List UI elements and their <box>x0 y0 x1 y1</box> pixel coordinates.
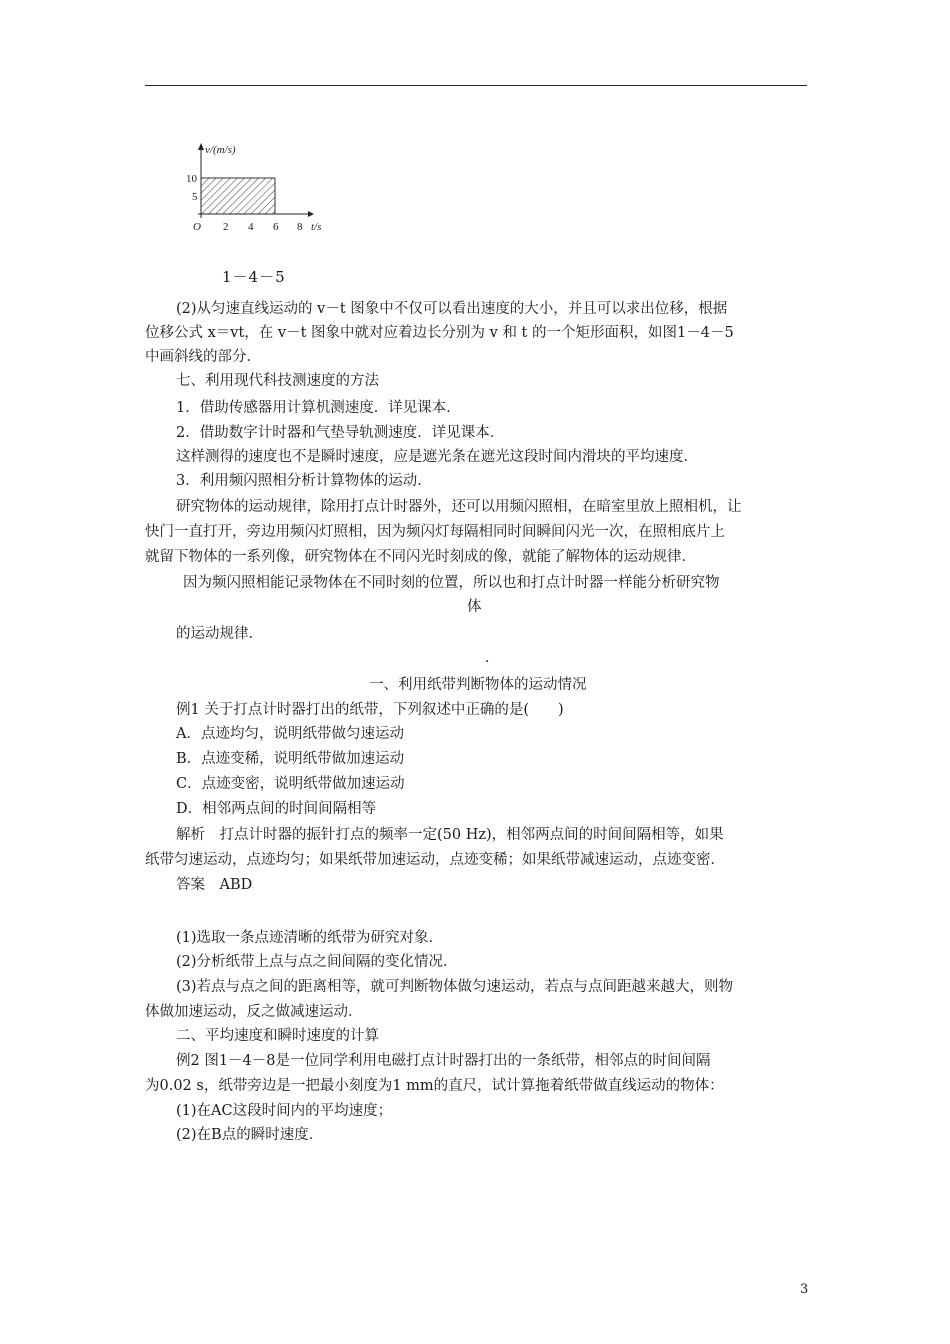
paragraph-line: 体 <box>467 599 482 615</box>
sub-question: (2)在B点的瞬时速度． <box>176 1127 324 1143</box>
x-tick-2: 2 <box>223 221 229 233</box>
step-item: (2)分析纸带上点与点之间间隔的变化情况． <box>176 954 458 970</box>
x-axis-label: t/s <box>311 221 322 233</box>
analysis-line: 纸带匀速运动，点迹均匀；如果纸带加速运动，点迹变稀；如果纸带减速运动，点迹变密． <box>145 852 725 868</box>
paragraph-line: 位移公式 x＝vt，在 v－t 图象中就对应着边长分别为 v 和 t 的一个矩形面积，如图1－4－5 <box>145 325 734 341</box>
x-tick-6: 6 <box>273 221 279 233</box>
answer: 答案 ABD <box>176 877 253 893</box>
paragraph-line: 中画斜线的部分． <box>145 349 261 365</box>
section-heading: 七、利用现代科技测速度的方法 <box>176 373 379 389</box>
option-a: A．点迹均匀，说明纸带做匀速运动 <box>176 726 404 742</box>
example-question: 例1 关于打点计时器打出的纸带，下列叙述中正确的是( ) <box>176 702 564 718</box>
paragraph-line: 这样测得的速度也不是瞬时速度，应是遮光条在遮光这段时间内滑块的平均速度． <box>176 449 698 465</box>
sub-question: (1)在AC这段时间内的平均速度； <box>176 1103 393 1119</box>
paragraph-line: 就留下物体的一系列像，研究物体在不同闪光时刻成的像，就能了解物体的运动规律． <box>145 549 696 565</box>
section-heading: 二、平均速度和瞬时速度的计算 <box>176 1028 379 1044</box>
paragraph-line: 因为频闪照相能记录物体在不同时刻的位置，所以也和打点计时器一样能分析研究物 <box>183 575 720 591</box>
figure-caption: 1－4－5 <box>222 268 286 286</box>
origin-label: O <box>193 221 201 233</box>
page-number: 3 <box>800 1282 809 1297</box>
example-question: 为0.02 s，纸带旁边是一把最小刻度为1 mm的直尺，试计算拖着纸带做直线运动的物体： <box>145 1078 724 1094</box>
header-rule <box>145 85 807 86</box>
y-axis-label: v/(m/s) <box>205 144 236 156</box>
paragraph-line: 的运动规律． <box>176 626 263 642</box>
step-item: (3)若点与点之间的距离相等，就可判断物体做匀速运动，若点与点间距越来越大，则物 <box>176 979 734 995</box>
option-c: C．点迹变密，说明纸带做加速运动 <box>176 776 405 792</box>
step-item: 体做加速运动，反之做减速运动． <box>145 1004 363 1020</box>
velocity-time-graph <box>178 138 338 238</box>
paragraph-line: 快门一直打开，旁边用频闪灯照相，因为频闪灯每隔相同时间瞬间闪光一次，在照相底片上 <box>145 524 725 540</box>
x-axis-arrow <box>308 211 314 217</box>
method-item: 1．借助传感器用计算机测速度．详见课本． <box>176 400 461 416</box>
example-question: 例2 图1－4－8是一位同学利用电磁打点计时器打出的一条纸带，相邻点的时间间隔 <box>176 1053 711 1069</box>
displacement-area <box>201 178 275 214</box>
option-d: D．相邻两点间的时间间隔相等 <box>176 801 377 817</box>
method-item: 2．借助数字计时器和气垫导轨测速度．详见课本． <box>176 425 505 441</box>
paragraph-line: (2)从匀速直线运动的 v－t 图象中不仅可以看出速度的大小，并且可以求出位移，根据 <box>176 301 728 317</box>
section-heading: 一、利用纸带判断物体的运动情况 <box>369 677 587 693</box>
step-item: (1)选取一条点迹清晰的纸带为研究对象． <box>176 930 444 946</box>
y-tick-5: 5 <box>192 191 198 203</box>
y-tick-10: 10 <box>186 173 197 185</box>
stray-dot: . <box>485 650 490 666</box>
option-b: B．点迹变稀，说明纸带做加速运动 <box>176 751 405 767</box>
x-tick-8: 8 <box>297 221 303 233</box>
x-tick-4: 4 <box>248 221 254 233</box>
analysis-line: 解析 打点计时器的振针打点的频率一定(50 Hz)，相邻两点间的时间间隔相等，如果 <box>176 827 724 843</box>
paragraph-line: 研究物体的运动规律，除用打点计时器外，还可以用频闪照相，在暗室里放上照相机，让 <box>176 499 742 515</box>
y-axis-arrow <box>198 143 204 150</box>
method-item: 3．利用频闪照相分析计算物体的运动． <box>176 473 432 489</box>
